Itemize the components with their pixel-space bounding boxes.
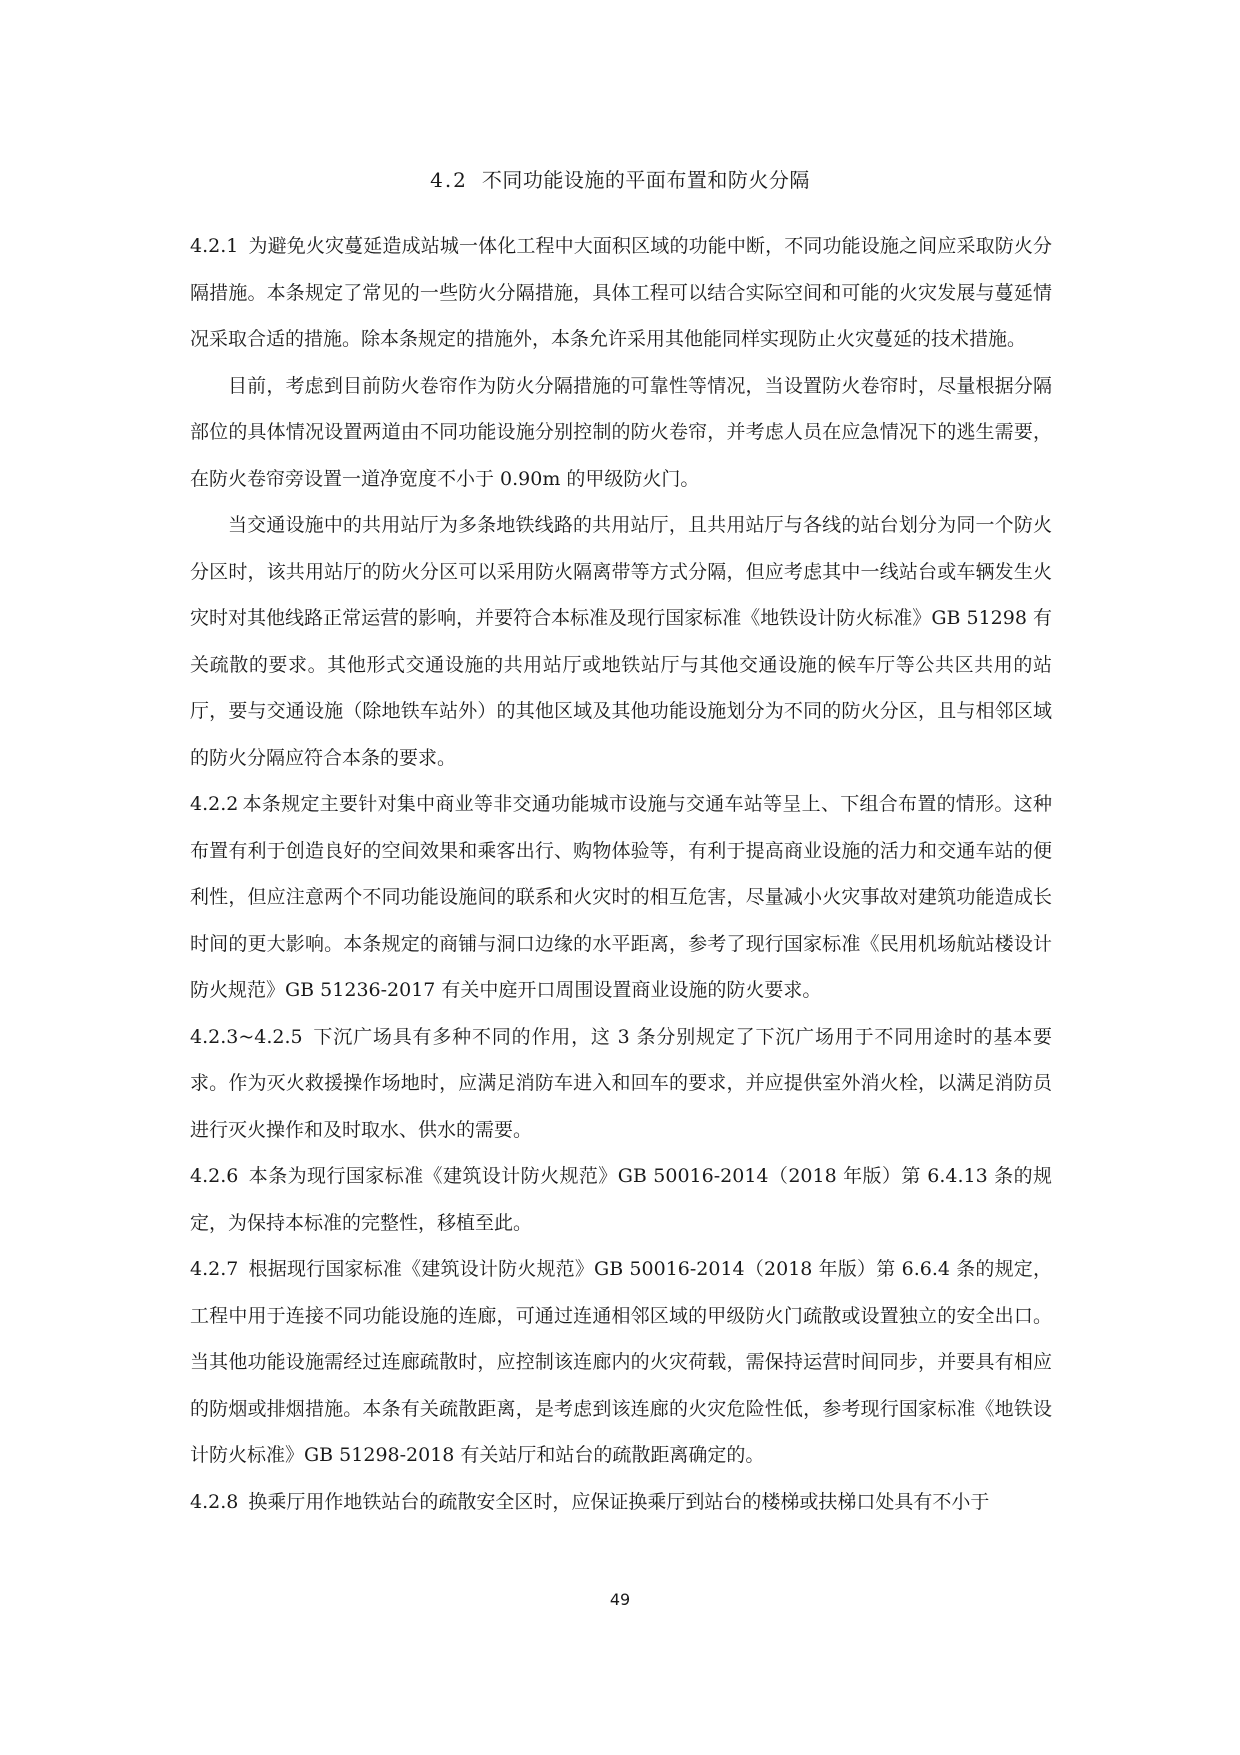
paragraph-4-2-3-to-4-2-5 [190,1014,1052,1154]
paragraph-4-2-1 [190,223,1052,363]
paragraph-text: 根据现行国家标准《建筑设计防火规范》GB 50016-2014（2018 年版）第 6.6.4 条的规定，工程中用于连接不同功能设施的连廊，可通过连通相邻区域的甲级防火门疏散或设置独立的安全出口。当其他功能设施需经过连廊疏散时，应控制该连廊内的火灾荷载，需保持运营时间同步，并要具有相应的防烟或排烟措施。本条有关疏散距离，是考虑到该连廊的火灾危险性低，参考现行国家标准《地铁设计防火标准》GB 51298-2018 有关站厅和站台的疏散距离确定的。 [190,1258,1052,1466]
section-title [190,166,1050,194]
clause-number: 4.2.7 [190,1258,239,1280]
paragraph-text: 下沉广场具有多种不同的作用，这 3 条分别规定了下沉广场用于不同用途时的基本要求。作为灭火救援操作场地时，应满足消防车进入和回车的要求，并应提供室外消火栓，以满足消防员进行灭火操作和及时取水、供水的需要。 [190,1025,1052,1141]
paragraph-4-2-2 [190,781,1052,1014]
clause-number: 4.2.1 [190,235,239,257]
section-title-text: 不同功能设施的平面布置和防火分隔 [481,168,810,192]
body-text [190,223,1052,1525]
page-number: 49 [609,1590,631,1609]
section-number: 4.2 [430,168,468,192]
paragraph-text: 本条为现行国家标准《建筑设计防火规范》GB 50016-2014（2018 年版）第 6.4.13 条的规定，为保持本标准的完整性，移植至此。 [190,1165,1052,1234]
paragraph-text: 本条规定主要针对集中商业等非交通功能城市设施与交通车站等呈上、下组合布置的情形。这种布置有利于创造良好的空间效果和乘客出行、购物体验等，有利于提高商业设施的活力和交通车站的便利性，但应注意两个不同功能设施间的联系和火灾时的相互危害，尽量减小火灾事故对建筑功能造成长时间的更大影响。本条规定的商铺与洞口边缘的水平距离，参考了现行国家标准《民用机场航站楼设计防火规范》GB 51236-2017 有关中庭开口周围设置商业设施的防火要求。 [190,793,1052,1001]
paragraph-text: 为避免火灾蔓延造成站城一体化工程中大面积区域的功能中断，不同功能设施之间应采取防火分隔措施。本条规定了常见的一些防火分隔措施，具体工程可以结合实际空间和可能的火灾发展与蔓延情况采取合适的措施。除本条规定的措施外，本条允许采用其他能同样实现防止火灾蔓延的技术措施。 [190,235,1052,350]
clause-number: 4.2.2 [190,793,239,815]
paragraph-4-2-7 [190,1246,1052,1479]
paragraph-4-2-8 [190,1479,1052,1526]
clause-number: 4.2.3~4.2.5 [190,1025,303,1048]
paragraph-4-2-1-shared-hall [190,502,1052,781]
paragraph-text: 换乘厅用作地铁站台的疏散安全区时，应保证换乘厅到站台的楼梯或扶梯口处具有不小于 [248,1490,990,1513]
paragraph-text: 当交通设施中的共用站厅为多条地铁线路的共用站厅，且共用站厅与各线的站台划分为同一个防火分区时，该共用站厅的防火分区可以采用防火隔离带等方式分隔，但应考虑其中一线站台或车辆发生火灾时对其他线路正常运营的影响，并要符合本标准及现行国家标准《地铁设计防火标准》GB 51298 有关疏散的要求。其他形式交通设施的共用站厅或地铁站厅与其他交通设施的候车厅等公共区共用的站厅，要与交通设施（除地铁车站外）的其他区域及其他功能设施划分为不同的防火分区，且与相邻区域的防火分隔应符合本条的要求。 [190,514,1052,769]
paragraph-text: 目前，考虑到目前防火卷帘作为防火分隔措施的可靠性等情况，当设置防火卷帘时，尽量根据分隔部位的具体情况设置两道由不同功能设施分别控制的防火卷帘，并考虑人员在应急情况下的逃生需要，在防火卷帘旁设置一道净宽度不小于 0.90m 的甲级防火门。 [190,374,1052,490]
clause-number: 4.2.6 [190,1165,239,1187]
paragraph-4-2-1-fire-shutter [190,363,1052,503]
paragraph-4-2-6 [190,1153,1052,1246]
clause-number: 4.2.8 [190,1490,239,1513]
